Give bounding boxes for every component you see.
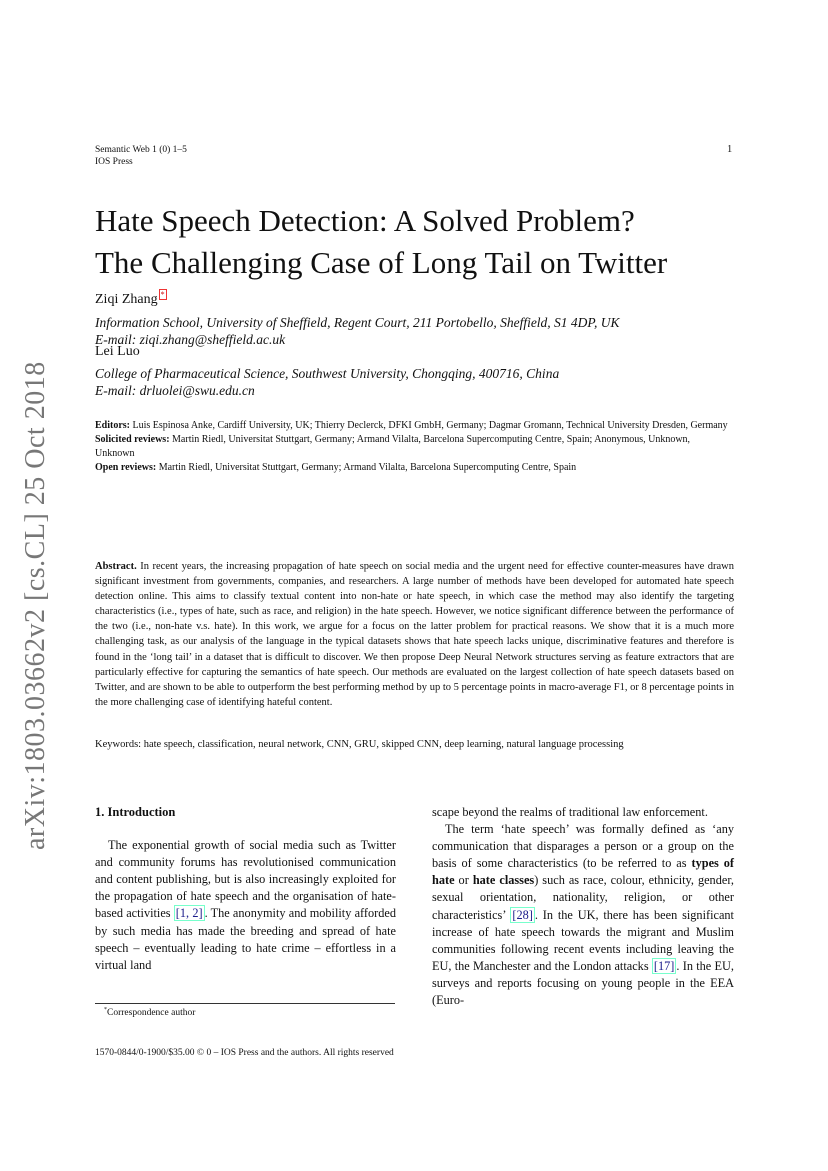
arxiv-identifier: arXiv:1803.03662v2 [cs.CL] 25 Oct 2018 bbox=[20, 361, 51, 850]
editors-label: Editors: bbox=[95, 420, 130, 431]
right-column bbox=[432, 804, 734, 1009]
types-of-hate-term: types of hate bbox=[432, 856, 734, 888]
keywords: Keywords: hate speech, classification, neural network, CNN, GRU, skipped CNN, deep learning, natural language processing bbox=[95, 739, 624, 750]
solicited-text: Martin Riedl, Universitat Stuttgart, Germany; Armand Vilalta, Barcelona Supercomputing Centre, Spain; Anonymous, Unknown, Unknown bbox=[95, 434, 691, 459]
hate-classes-term: hate classes bbox=[472, 873, 535, 888]
left-column bbox=[95, 804, 396, 974]
author-1-name: Ziqi Zhang bbox=[95, 292, 158, 307]
solicited-label: Solicited reviews: bbox=[95, 434, 170, 445]
intro-paragraph-1-continued: scape beyond the realms of traditional law enforcement. bbox=[432, 805, 708, 819]
footnote-mark: * bbox=[104, 1007, 107, 1013]
publisher-name: IOS Press bbox=[95, 157, 133, 167]
author-1 bbox=[95, 291, 167, 308]
journal-name: Semantic Web 1 (0) 1–5 bbox=[95, 145, 187, 155]
footnote bbox=[104, 1007, 195, 1018]
correspondence-mark-link[interactable]: * bbox=[160, 290, 165, 299]
intro-p1-text-a: The exponential growth of social media such as Twitter and community forums has revolutionised communication and content publishing, but is also increasingly exploited for the propagation of hate speech and the organisation of hate-based activities bbox=[95, 838, 396, 921]
intro-p2-text-a: The term ‘hate speech’ was formally defined as ‘any communication that disparages a person or a group on the basis of some characteristics (to be referred to as bbox=[432, 822, 734, 871]
title-line-2: The Challenging Case of Long Tail on Twitter bbox=[95, 245, 668, 280]
journal-header bbox=[95, 144, 187, 168]
author-2 bbox=[95, 344, 140, 360]
intro-p2-text-d: . In the EU, surveys and reports focusing on young people in the EEA (Euro- bbox=[432, 958, 734, 1008]
copyright-footer: 1570-0844/0-1900/$35.00 © 0 – IOS Press and the authors. All rights reserved bbox=[95, 1048, 394, 1058]
open-label: Open reviews: bbox=[95, 462, 157, 473]
abstract bbox=[95, 559, 734, 710]
footnote-text: Correspondence author bbox=[107, 1008, 196, 1019]
author-1-email: E-mail: ziqi.zhang@sheffield.ac.uk bbox=[95, 332, 286, 347]
paper-title bbox=[95, 200, 755, 284]
solicited-reviews-line bbox=[95, 433, 730, 461]
author-2-name: Lei Luo bbox=[95, 344, 140, 359]
author-2-email: E-mail: drluolei@swu.edu.cn bbox=[95, 383, 255, 398]
intro-p1-text-b: . The anonymity and mobility afforded by such media has made the breeding and spread of hate speech – eventually leading to hate crime – effortless in a virtual land bbox=[95, 906, 396, 972]
section-heading-introduction: 1. Introduction bbox=[95, 805, 176, 819]
intro-p2-or: or bbox=[454, 873, 473, 888]
citation-link-17[interactable]: [17] bbox=[653, 958, 675, 973]
footnote-divider bbox=[95, 1003, 395, 1004]
title-line-1: Hate Speech Detection: A Solved Problem? bbox=[95, 203, 635, 238]
page-number: 1 bbox=[727, 144, 733, 155]
editors-text: Luis Espinosa Anke, Cardiff University, UK; Thierry Declerck, DFKI GmbH, Germany; Dagmar Gromann, Technical University Dresden, Germany bbox=[132, 420, 728, 431]
intro-paragraph-1 bbox=[95, 837, 396, 974]
author-2-affiliation: College of Pharmaceutical Science, Southwest University, Chongqing, 400716, China bbox=[95, 366, 560, 381]
author-1-affiliation-block bbox=[95, 314, 619, 348]
abstract-label: Abstract. bbox=[95, 561, 137, 572]
author-2-affiliation-block bbox=[95, 365, 559, 399]
open-text: Martin Riedl, Universitat Stuttgart, Germany; Armand Vilalta, Barcelona Supercomputing Centre, Spain bbox=[158, 462, 577, 473]
editors-line bbox=[95, 419, 730, 433]
open-reviews-line bbox=[95, 461, 730, 475]
citation-link-1-2[interactable]: [1, 2] bbox=[175, 906, 203, 921]
citation-link-28[interactable]: [28] bbox=[512, 907, 533, 922]
intro-p2-text-c: . In the UK, there has been significant increase of hate speech towards the migrant and Muslim communities following recent events including leaving the EU, the Manchester and the London attacks bbox=[432, 907, 734, 973]
author-1-affiliation: Information School, University of Sheffield, Regent Court, 211 Portobello, Sheffield, S1 4DP, UK bbox=[95, 315, 620, 330]
abstract-text: In recent years, the increasing propagation of hate speech on social media and the urgent need for effective counter-measures have drawn significant investment from governments, companies, and researchers. A large number of methods have been developed for automated hate speech detection online. This aims to classify textual content into non-hate or hate speech, in which case the method may also identify the targeting characteristics (i.e., types of hate, such as race, and religion) in the hate speech. However, we notice significant difference between the performance of the two (i.e., non-hate v.s. hate). In this work, we argue for a focus on the latter problem for practical reasons. We show that it is a much more challenging task, as our analysis of the language in the typical datasets shows that hate speech lacks unique, discriminative features and therefore is found in the ‘long tail’ in a dataset that is difficult to discover. We then propose Deep Neural Network structures serving as feature extractors that are particularly effective for capturing the semantics of hate speech. Our methods are evaluated on the largest collection of hate speech datasets based on Twitter, and are shown to be able to outperform the best performing method by up to 5 percentage points in macro-average F1, or 8 percentage points in the more challenging case of identifying hateful content. bbox=[95, 561, 734, 708]
intro-p2-text-b: ) such as race, colour, ethnicity, gender, sexual orientation, nationality, religion, or other characteristics’ bbox=[432, 873, 734, 922]
intro-paragraph-2 bbox=[432, 821, 734, 1009]
editors-block bbox=[95, 419, 730, 475]
